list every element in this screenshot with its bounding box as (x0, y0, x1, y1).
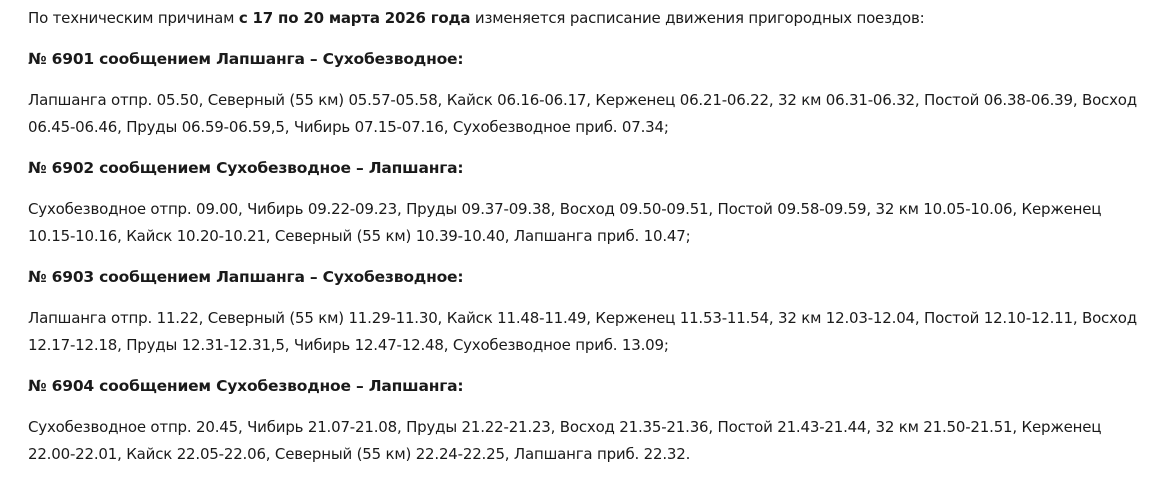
train-schedule-6901: Лапшанга отпр. 05.50, Северный (55 км) 05.57-05.58, Кайск 06.16-06.17, Керженец 06.21-06.22, 32 км 06.31-06.32, Постой 06.38-06.39, Восход 06.45-06.46, Пруды 06.59-06.59,5, Чибирь 07.15-07.16, Сухобезводное приб. 07.34; (28, 91, 1137, 136)
train-schedule-6902: Сухобезводное отпр. 09.00, Чибирь 09.22-09.23, Пруды 09.37-09.38, Восход 09.50-09.51, Постой 09.58-09.59, 32 км 10.05-10.06, Керженец 10.15-10.16, Кайск 10.20-10.21, Северный (55 км) 10.39-10.40, Лапшанга приб. 10.47; (28, 200, 1102, 245)
intro-dates-bold: с 17 по 20 марта 2026 года (238, 9, 471, 27)
intro-suffix: изменяется расписание движения пригородных поездов: (470, 9, 925, 27)
intro-prefix: По техническим причинам (28, 9, 239, 27)
train-heading-6902: № 6902 сообщением Сухобезводное – Лапшанга: (28, 159, 464, 177)
intro-text (28, 5, 1146, 32)
train-schedule-6903: Лапшанга отпр. 11.22, Северный (55 км) 11.29-11.30, Кайск 11.48-11.49, Керженец 11.53-11.54, 32 км 12.03-12.04, Постой 12.10-12.11, Восход 12.17-12.18, Пруды 12.31-12.31,5, Чибирь 12.47-12.48, Сухобезводное приб. 13.09; (28, 309, 1137, 354)
train-heading-6901: № 6901 сообщением Лапшанга – Сухобезводное: (28, 50, 464, 68)
train-heading-6903: № 6903 сообщением Лапшанга – Сухобезводное: (28, 268, 464, 286)
train-schedule-6904: Сухобезводное отпр. 20.45, Чибирь 21.07-21.08, Пруды 21.22-21.23, Восход 21.35-21.36, Постой 21.43-21.44, 32 км 21.50-21.51, Керженец 22.00-22.01, Кайск 22.05-22.06, Северный (55 км) 22.24-22.25, Лапшанга приб. 22.32. (28, 418, 1102, 463)
train-heading-6904: № 6904 сообщением Сухобезводное – Лапшанга: (28, 377, 464, 395)
